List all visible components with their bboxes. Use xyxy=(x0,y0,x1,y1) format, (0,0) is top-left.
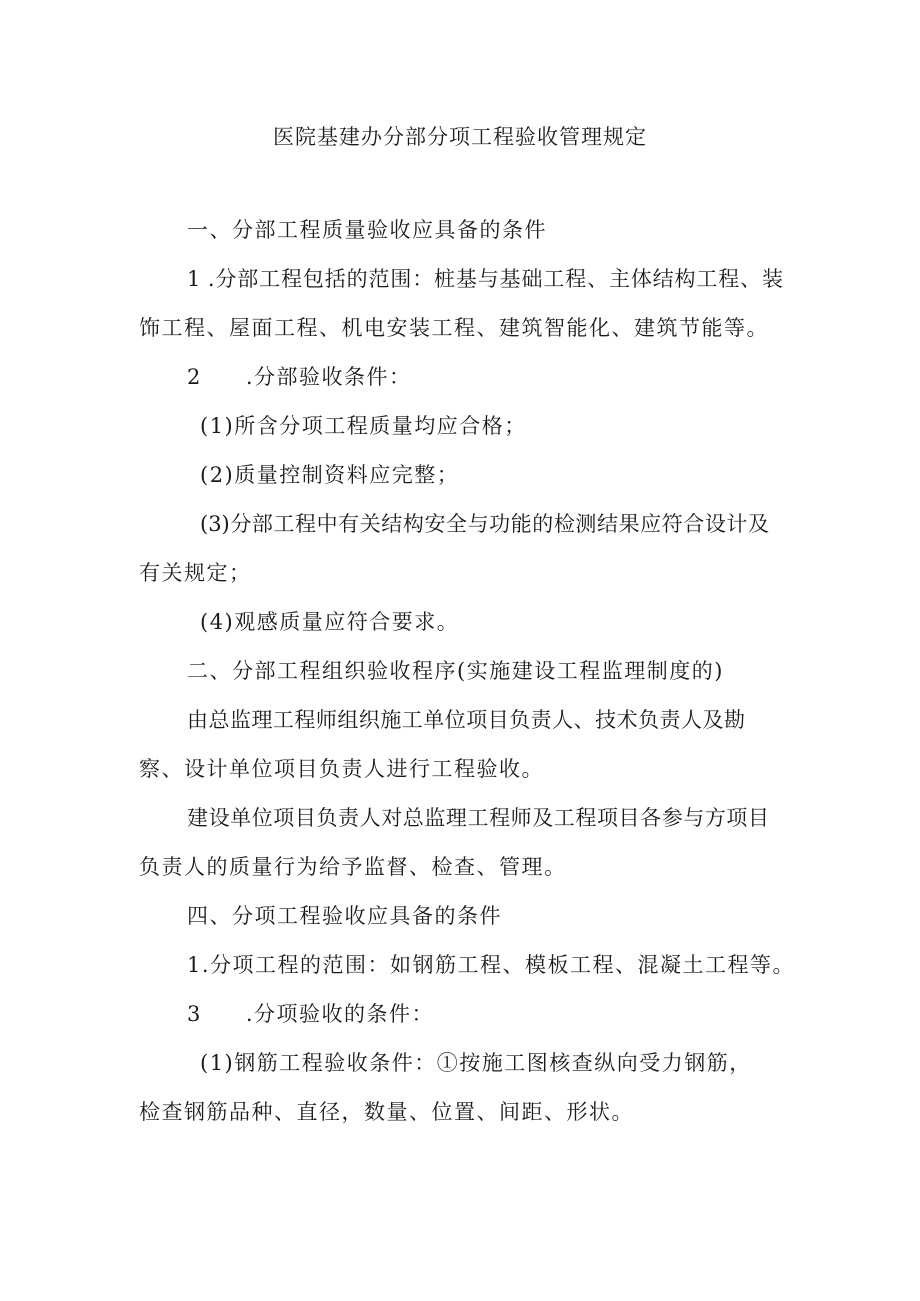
list-item-number xyxy=(187,360,412,394)
paragraph-line: 检查钢筋品种、直径，数量、位置、间距、形状。 xyxy=(139,1100,634,1124)
item-number: 3 xyxy=(187,1002,202,1026)
item-text: .分部验收条件： xyxy=(245,365,412,389)
item-text: .分项验收的条件： xyxy=(245,1002,435,1026)
paragraph-line: 建设单位项目负责人对总监理工程师及工程项目各参与方项目 xyxy=(187,806,769,830)
section-heading-1: 一、分部工程质量验收应具备的条件 xyxy=(187,218,547,242)
paragraph-line: 察、设计单位项目负责人进行工程验收。 xyxy=(139,757,544,781)
section-heading-4: 四、分项工程验收应具备的条件 xyxy=(187,904,502,928)
list-item-number xyxy=(187,997,434,1031)
paragraph-line: 由总监理工程师组织施工单位项目负责人、技术负责人及勘 xyxy=(187,708,745,732)
paragraph-line: 饰工程、屋面工程、机电安装工程、建筑智能化、建筑节能等。 xyxy=(139,316,769,340)
page-title: 医院基建办分部分项工程验收管理规定 xyxy=(273,125,647,149)
list-item: (2)质量控制资料应完整； xyxy=(200,463,460,487)
paragraph-line: 1 .分部工程包括的范围：桩基与基础工程、主体结构工程、装 xyxy=(187,267,783,291)
list-item: (4)观感质量应符合要求。 xyxy=(200,610,460,634)
list-item: (3)分部工程中有关结构安全与功能的检测结果应符合设计及 xyxy=(200,512,769,536)
paragraph-line: 有关规定； xyxy=(139,561,252,585)
section-heading-2: 二、分部工程组织验收程序(实施建设工程监理制度的) xyxy=(187,659,724,683)
paragraph-line: 负责人的质量行为给予监督、检查、管理。 xyxy=(139,855,567,879)
paragraph-line: 1.分项工程的范围：如钢筋工程、模板工程、混凝土工程等。 xyxy=(187,953,796,977)
list-item: (1)钢筋工程验收条件：①按施工图核查纵向受力钢筋， xyxy=(200,1051,752,1075)
list-item: (1)所含分项工程质量均应合格； xyxy=(200,414,527,438)
item-number: 2 xyxy=(187,365,202,389)
